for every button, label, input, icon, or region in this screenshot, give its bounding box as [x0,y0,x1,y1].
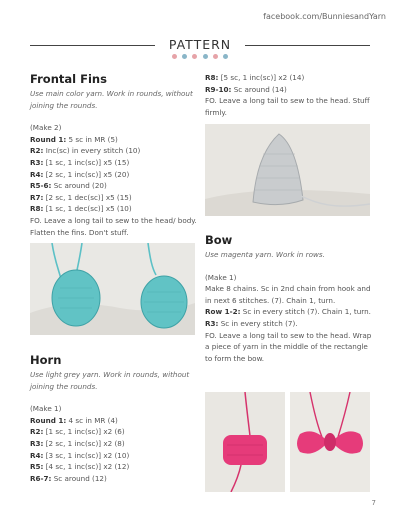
row-instruction: [1 sc, 1 inc(sc)] x5 (15) [43,157,130,167]
horn-rows [30,415,200,485]
dot [223,54,228,59]
row-label: R3: [205,318,219,328]
pattern-row [205,72,370,84]
row-instruction: Sc around (12) [51,473,107,483]
row-instruction: [2 sc, 1 inc(sc)] x2 (8) [43,438,125,448]
frontal-fins-finish: FO. Leave a long tail to sew to the head/ body. Flatten the fins. Don't stuff. [30,215,197,237]
dot [172,54,177,59]
row-instruction: Sc around (20) [51,181,107,191]
bow-section [205,233,373,364]
horn-section [30,353,200,484]
bow-start: Make 8 chains. Sc in 2nd chain from hook and in next 6 stitches. (7). Chain 1, turn. [205,284,371,305]
row-label: R7: [30,192,44,202]
row-label: Round 1: [30,134,67,144]
horn-continued-rows [205,72,370,95]
decorative-dots [172,54,228,60]
pattern-row [205,84,370,96]
pattern-row [30,438,200,450]
pattern-row [30,157,200,169]
row-label: R5: [30,462,44,472]
bow-intro: Use magenta yarn. Work in rows. [205,250,325,259]
horn-make: (Make 1) [30,404,62,414]
dot [203,54,208,59]
row-label: R2: [30,146,44,156]
pattern-row [30,461,200,473]
facebook-link[interactable]: facebook.com/BunniesandYarn [263,12,386,21]
bow-rectangle-photo [205,392,285,492]
page-number: 7 [371,499,376,507]
bow-rows [205,306,373,329]
bow-make: (Make 1) [205,272,237,282]
pattern-row [30,145,200,157]
pattern-row [30,180,200,192]
row-label: R8: [30,204,44,214]
frontal-fins-make: (Make 2) [30,123,62,133]
row-label: R2: [30,427,44,437]
bow-finish: FO. Leave a long tail to sew to the head. Wrap a piece of yarn in the middle of the rectangle to form the bow. [205,330,372,363]
pattern-row [30,203,200,215]
frontal-fins-rows [30,134,200,215]
row-label: R4: [30,169,44,179]
row-instruction: [2 sc, 1 dec(sc)] x5 (15) [43,192,132,202]
pattern-row [205,318,373,330]
horn-intro: Use light grey yarn. Work in rounds, without joining the rounds. [30,370,190,391]
dot [192,54,197,59]
header-rule-right [245,45,370,46]
horn-finish: FO. Leave a long tail to sew to the head. Stuff firmly. [205,96,370,117]
row-label: R3: [30,438,44,448]
dot [182,54,187,59]
bow-heading: Bow [205,233,233,247]
row-label: R4: [30,450,44,460]
pattern-row [30,169,200,181]
row-instruction: [1 sc, 1 inc(sc)] x2 (6) [43,427,125,437]
row-label: R3: [30,157,44,167]
pattern-row [205,306,373,318]
row-label: R8: [205,73,219,82]
row-instruction: Sc around (14) [231,84,287,94]
row-instruction: Inc(sc) in every stitch (10) [43,146,141,156]
row-instruction: [1 sc, 1 dec(sc)] x5 (10) [43,204,132,214]
row-instruction: [3 sc, 1 inc(sc)] x2 (10) [43,450,130,460]
left-column [30,72,200,238]
horn-heading: Horn [30,353,62,367]
frontal-fins-photo [30,243,195,335]
pattern-row [30,192,200,204]
horn-photo [205,124,370,216]
row-label: R6-7: [30,473,52,483]
pattern-row [30,426,200,438]
row-instruction: 4 sc in MR (4) [66,415,118,425]
pattern-title: PATTERN [168,37,232,52]
pattern-row [30,450,200,462]
pattern-header [0,36,400,66]
row-instruction: 5 sc in MR (5) [66,134,118,144]
row-instruction: [4 sc, 1 inc(sc)] x2 (12) [43,462,130,472]
row-label: R9-10: [205,84,232,94]
pattern-row [30,473,200,485]
finished-bow-photo [290,392,370,492]
dot [213,54,218,59]
row-label: Round 1: [30,415,67,425]
right-column [205,72,370,118]
frontal-fins-heading: Frontal Fins [30,72,107,86]
pattern-row [30,134,200,146]
row-instruction: Sc in every stitch (7). [218,318,298,328]
row-instruction: [5 sc, 1 inc(sc)] x2 (14) [218,73,305,82]
row-instruction: [2 sc, 1 inc(sc)] x5 (20) [43,169,130,179]
row-instruction: Sc in every stitch (7). Chain 1, turn. [240,307,371,317]
row-label: R5-6: [30,181,52,191]
pattern-row [30,415,200,427]
frontal-fins-intro: Use main color yarn. Work in rounds, without joining the rounds. [30,89,193,110]
row-label: Row 1-2: [205,307,241,317]
